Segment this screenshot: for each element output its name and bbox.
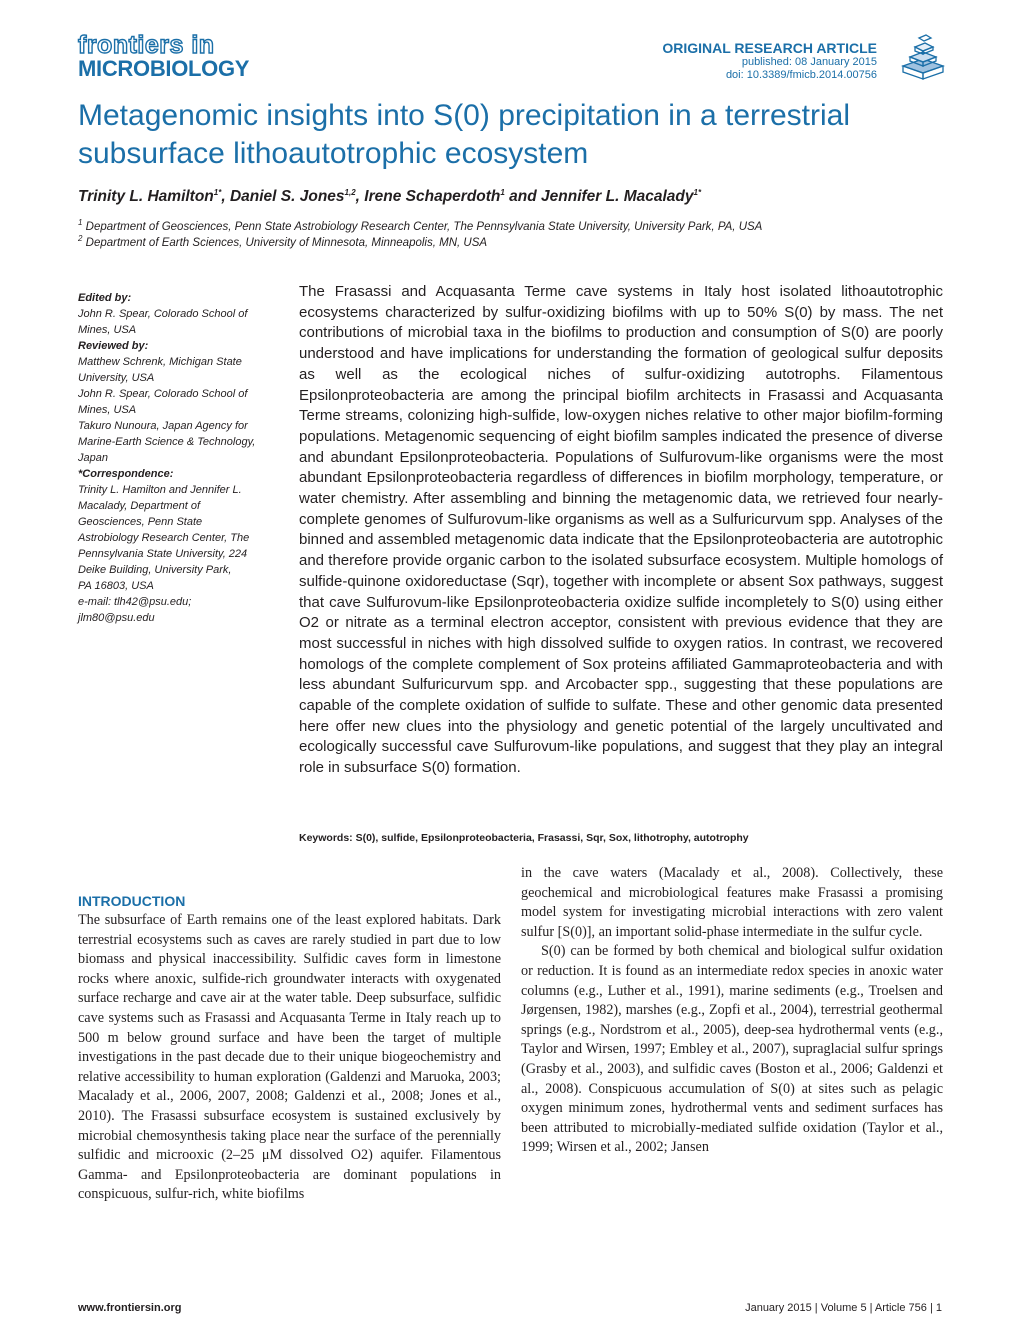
- sidebar-line: Astrobiology Research Center, The: [78, 532, 250, 544]
- sidebar-line: John R. Spear, Colorado School of: [78, 388, 248, 400]
- abstract: The Frasassi and Acquasanta Terme cave systems in Italy host isolated lithoautotrophic ecosystems characterized by sulfur-oxidizing biofilms with up to 50% S(0) by mass. The net contributions of microbial taxa in the biofilms to production and consumption of S(0) are poorly understood and have implications for understanding the formation of geological sulfur deposits as well as the ecological niches of sulfur-oxidizing autotrophs. Filamentous Epsilonproteobacteria are among the principal biofilm architects in Frasassi and Acquasanta Terme streams, colonizing high-sulfide, low-oxygen niches relative to other major biofilm-forming populations. Metagenomic sequencing of eight biofilm samples indicated the presence of diverse and abundant Epsilonproteobacteria. Populations of Sulfurovum-like organisms were the most abundant Epsilonproteobacteria regardless of differences in biofilm morphology, temperature, or water chemistry. After assembling and binning the metagenomic data, we retrieved four nearly-complete genomes of Sulfurovum-like organisms as well as a Sulfuricurvum spp. Analyses of the binned and assembled metagenomic data indicate that the Epsilonproteobacteria are autotrophic and therefore provide organic carbon to the isolated subsurface ecosystem. Multiple homologs of sulfide-quinone oxidoreductase (Sqr), together with incomplete or absent Sox pathways, suggest that cave Sulfurovum-like Epsilonproteobacteria oxidize sulfide incompletely to S(0) using either O2 or nitrate as a terminal electron acceptor, consistent with previous evidence that they are most successful in niches with high dissolved sulfide to oxygen ratios. In contrast, we recovered homologs of the complete complement of Sox proteins affiliated Gammaproteobacteria and with less abundant Sulfuricurvum spp. and Arcobacter spp., suggesting that these populations are capable of the complete oxidation of sulfide to sulfate. These and other genomic data presented here offer new clues into the physiology and genetic potential of the largely uncultivated and ecologically successful cave Sulfurovum-like populations, and suggest that they play an integral role in subsurface S(0) formation.: [299, 283, 943, 777]
- sidebar-line: Deike Building, University Park,: [78, 564, 232, 576]
- author-separator: ,: [221, 188, 230, 205]
- footer-issue-info: January 2015 | Volume 5 | Article 756 | 1: [745, 1302, 942, 1314]
- keywords: Keywords: S(0), sulfide, Epsilonproteobacteria, Frasassi, Sqr, Sox, lithotrophy, autotrophy: [299, 832, 749, 844]
- editorial-sidebar: [78, 290, 273, 626]
- article-title: Metagenomic insights into S(0) precipitation in a terrestrial subsurface lithoautotrophic ecosystem: [78, 99, 851, 170]
- sidebar-line: jlm80@psu.edu: [78, 612, 155, 624]
- author-name: Irene Schaperdoth: [364, 188, 501, 205]
- author-list: [78, 187, 701, 207]
- affiliation-1: $^1$ Department of Geosciences, Penn State Astrobiology Research Center, The Pennsylvania State University, University Park, PA, USA: [78, 218, 763, 233]
- author-affiliation-marker: 1*: [213, 187, 222, 197]
- author-affiliation-marker: 1: [500, 187, 505, 197]
- paragraph: in the cave waters (Macalady et al., 2008). Collectively, these geochemical and microbiological features make Frasassi a promising model system for investigating microbial interactions with zero valent sulfur [S(0)], an important solid-phase intermediate in the sulfur cycle.: [521, 865, 943, 940]
- sidebar-line: Takuro Nunoura, Japan Agency for: [78, 420, 248, 432]
- sidebar-line: Matthew Schrenk, Michigan State: [78, 356, 242, 368]
- paragraph: The subsurface of Earth remains one of the least explored habitats. Dark terrestrial ecosystems such as caves are rarely studied in part due to low biomass and physical inaccessibility. Sulfidic caves form in limestone rocks where anoxic, sulfide-rich groundwater interacts with oxygenated surface recharge and cave air at the water table. Deep subsurface, sulfidic cave systems such as Frasassi and Acquasanta Terme in Italy reach up to 500 m below ground surface and have been the target of multiple investigations in the past decade due to their unique biogeochemistry and relative accessibility to human exploration (Galdenzi and Maruoka, 2003; Macalady et al., 2006, 2007, 2008; Galdenzi et al., 2008; Jones et al., 2010). The Frasassi subsurface ecosystem is sustained exclusively by microbial chemosynthesis taking place near the surface of the perennially sulfidic and microoxic (2–25 μM dissolved O2) aquifer. Filamentous Gamma- and Epsilonproteobacteria are dominant populations in conspicuous, sulfur-rich, white biofilms: [78, 912, 501, 1203]
- author-separator: ,: [355, 188, 365, 205]
- author-separator: and: [504, 188, 542, 205]
- reviewed-by-label: Reviewed by:: [78, 340, 149, 352]
- sidebar-line: Japan: [78, 452, 108, 464]
- sidebar-line: Mines, USA: [78, 324, 137, 336]
- sidebar-line: Mines, USA: [78, 404, 137, 416]
- author-name: Trinity L. Hamilton: [78, 188, 214, 205]
- edited-by-label: Edited by:: [78, 292, 132, 304]
- sidebar-line: Pennsylvania State University, 224: [78, 548, 248, 560]
- sidebar-line: University, USA: [78, 372, 155, 384]
- published-date: published: 08 January 2015: [741, 56, 877, 68]
- sidebar-line: Marine-Earth Science & Technology,: [78, 436, 256, 448]
- sidebar-line: PA 16803, USA: [78, 580, 154, 592]
- correspondence-details: [78, 482, 273, 626]
- reviewed-by-names: [78, 354, 273, 466]
- author-affiliation-marker: 1*: [693, 187, 702, 197]
- stacked-blocks-icon: [895, 32, 950, 82]
- author-affiliation-marker: 1,2: [344, 187, 356, 197]
- sidebar-line: e-mail: tlh42@psu.edu;: [78, 596, 192, 608]
- article-type: ORIGINAL RESEARCH ARTICLE: [662, 40, 877, 56]
- body-column-left: [78, 911, 501, 1205]
- paragraph: S(0) can be formed by both chemical and biological sulfur oxidation or reduction. It is found as an intermediate redox species in anoxic water columns (e.g., Luther et al., 1991), marine sediments (e.g., Troelsen and Jørgensen, 1982), marshes (e.g., Zopfi et al., 2004), terrestrial geothermal springs (e.g., Nordstrom et al., 2005), deep-sea hydrothermal vents (e.g., Taylor and Wirsen, 1997; Embley et al., 2007), supraglacial sulfur springs (Grasby et al., 2003), and sulfidic caves (Boston et al., 2006; Galdenzi et al., 2008). Conspicuous accumulation of S(0) at sites such as pelagic oxygen minimum zones, hydrothermal vents and sediment surfaces has been attributed to microbially-mediated sulfide oxidation (Taylor et al., 1999; Wirsen et al., 2002; Jansen: [521, 943, 943, 1156]
- journal-logo-name: MICROBIOLOGY: [78, 56, 250, 81]
- sidebar-line: Geosciences, Penn State: [78, 516, 203, 528]
- sidebar-line: John R. Spear, Colorado School of: [78, 308, 248, 320]
- affiliation-2: $^2$ Department of Earth Sciences, University of Minnesota, Minneapolis, MN, USA: [78, 234, 488, 249]
- sidebar-line: Macalady, Department of: [78, 500, 201, 512]
- edited-by-names: [78, 306, 273, 338]
- section-heading-introduction: INTRODUCTION: [78, 893, 186, 909]
- footer-website: www.frontiersin.org: [78, 1302, 182, 1314]
- journal-logo-frontiers: frontiers in: [78, 31, 215, 59]
- correspondence-label: *Correspondence:: [78, 468, 174, 480]
- author-name: Daniel S. Jones: [229, 188, 345, 205]
- sidebar-line: Trinity L. Hamilton and Jennifer L.: [78, 484, 242, 496]
- doi: doi: 10.3389/fmicb.2014.00756: [725, 69, 877, 81]
- author-name: Jennifer L. Macalady: [541, 188, 694, 205]
- body-column-right: [521, 864, 943, 1158]
